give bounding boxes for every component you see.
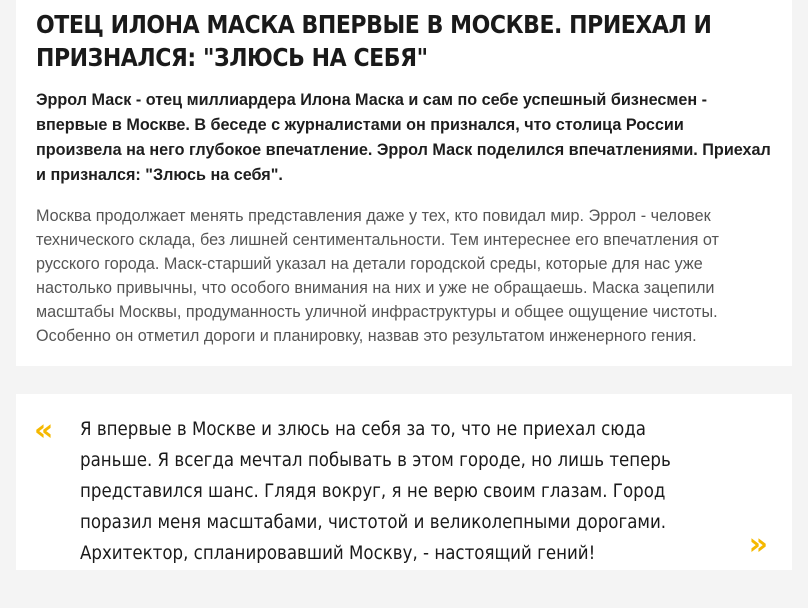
section-divider — [16, 366, 792, 394]
quote-block — [16, 394, 792, 570]
article-body: Москва продолжает менять представления даже у тех, кто повидал мир. Эррол - человек технического склада, без лишней сентиментальности. Тем интереснее его впечатления от русского города. Маск-старший указал на детали городской среды, которые для нас уже настолько привычны, что особого внимания на них и уже не обращаешь. Маска зацепили масштабы Москвы, продуманность уличной инфраструктуры и общее ощущение чистоты. Особенно он отметил дороги и планировку, назвав это результатом инженерного гения. — [36, 207, 719, 345]
close-quote-icon: » — [748, 527, 768, 562]
quote-text: Я впервые в Москве и злюсь на себя за то, что не приехал сюда раньше. Я всегда мечтал побывать в этом городе, но лишь теперь представился шанс. Глядя вокруг, я не верю своим глазам. Город поразил меня масштабами, чистотой и великолепными дорогами. Архитектор, спланировавший Москву, - настоящий гений! — [80, 419, 671, 564]
article-title: ОТЕЦ ИЛОНА МАСКА ВПЕРВЫЕ В МОСКВЕ. ПРИЕХАЛ И ПРИЗНАЛСЯ: "ЗЛЮСЬ НА СЕБЯ" — [36, 10, 712, 72]
article-card — [16, 0, 792, 366]
article-lead: Эррол Маск - отец миллиардера Илона Маска и сам по себе успешный бизнесмен - впервые в Москве. В беседе с журналистами он признался, что столица России произвела на него глубокое впечатление. Эррол Маск поделился впечатлениями. Приехал и признался: "Злюсь на себя". — [36, 91, 771, 184]
open-quote-icon: « — [34, 413, 54, 448]
